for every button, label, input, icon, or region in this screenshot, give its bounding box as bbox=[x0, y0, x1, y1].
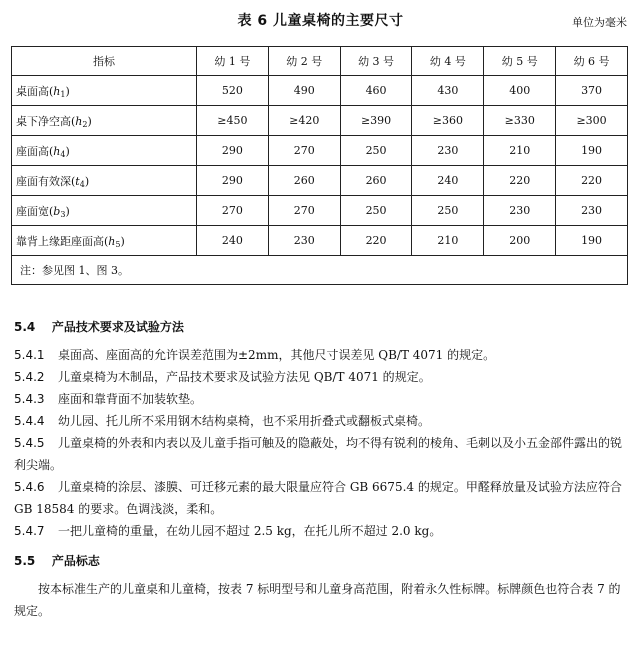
clause-text: 桌面高、座面高的允许误差范围为±2mm，其他尺寸误差见 QB/T 4071 的规定。 bbox=[58, 348, 496, 362]
header-cell: 幼 1 号 bbox=[197, 47, 269, 76]
row-symbol-subscript: 4 bbox=[79, 179, 85, 189]
row-label: 靠背上缘距座面高 bbox=[16, 234, 104, 248]
table-note-row bbox=[12, 256, 628, 285]
clause-text: 一把儿童椅的重量，在幼儿园不超过 2.5 kg，在托儿所不超过 2.0 kg。 bbox=[58, 524, 442, 538]
value-cell: ≥450 bbox=[197, 106, 269, 136]
value-cell: 230 bbox=[268, 226, 340, 256]
row-symbol-subscript: 1 bbox=[60, 89, 66, 99]
clause-text: 儿童桌椅的涂层、漆膜、可迁移元素的最大限量应符合 GB 6675.4 的规定。甲醛释放量及试验方法应符合 GB 18584 的要求。色调浅淡，柔和。 bbox=[14, 480, 622, 516]
clause-5-4-6 bbox=[14, 476, 632, 520]
clause-5-4-1 bbox=[14, 344, 632, 366]
value-cell: 250 bbox=[412, 196, 484, 226]
clause-number: 5.4.3 bbox=[14, 392, 45, 406]
clause-number: 5.4.6 bbox=[14, 480, 45, 494]
clause-number: 5.4.5 bbox=[14, 436, 45, 450]
value-cell: 190 bbox=[556, 226, 628, 256]
row-label-cell: 座面有效深(t4) bbox=[12, 166, 197, 196]
table-row bbox=[12, 106, 628, 136]
section-number: 5.4 bbox=[14, 320, 36, 334]
table-note: 注：参见图 1、图 3。 bbox=[12, 256, 628, 285]
value-cell: 220 bbox=[556, 166, 628, 196]
table-row bbox=[12, 76, 628, 106]
header-cell: 幼 2 号 bbox=[268, 47, 340, 76]
section-title: 产品技术要求及试验方法 bbox=[51, 320, 184, 334]
row-symbol: t bbox=[75, 174, 80, 188]
row-symbol: b bbox=[53, 204, 61, 218]
value-cell: 240 bbox=[197, 226, 269, 256]
clause-number: 5.4.1 bbox=[14, 348, 45, 362]
table-row bbox=[12, 196, 628, 226]
clause-5-4-2 bbox=[14, 366, 632, 388]
table-title: 表 6 儿童桌椅的主要尺寸 bbox=[237, 13, 404, 29]
value-cell: 430 bbox=[412, 76, 484, 106]
row-label: 座面有效深 bbox=[16, 174, 71, 188]
value-cell: 230 bbox=[412, 136, 484, 166]
row-symbol-subscript: 3 bbox=[60, 209, 66, 219]
table-header-row bbox=[12, 47, 628, 76]
value-cell: 460 bbox=[340, 76, 412, 106]
value-cell: 270 bbox=[197, 196, 269, 226]
table-row bbox=[12, 136, 628, 166]
row-label: 座面高 bbox=[16, 144, 49, 158]
value-cell: 400 bbox=[484, 76, 556, 106]
value-cell: 290 bbox=[197, 166, 269, 196]
clause-5-4-4 bbox=[14, 410, 632, 432]
value-cell: ≥300 bbox=[556, 106, 628, 136]
row-label-cell: 桌面高(h1) bbox=[12, 76, 197, 106]
value-cell: 290 bbox=[197, 136, 269, 166]
row-label-cell: 桌下净空高(h2) bbox=[12, 106, 197, 136]
value-cell: 520 bbox=[197, 76, 269, 106]
clause-number: 5.4.2 bbox=[14, 370, 45, 384]
row-symbol: h bbox=[53, 144, 61, 158]
value-cell: 230 bbox=[556, 196, 628, 226]
clause-number: 5.4.7 bbox=[14, 524, 45, 538]
value-cell: 270 bbox=[268, 136, 340, 166]
clause-5-4-5 bbox=[14, 432, 632, 476]
section-5-4-heading bbox=[14, 318, 184, 335]
value-cell: 250 bbox=[340, 196, 412, 226]
value-cell: 230 bbox=[484, 196, 556, 226]
clause-text: 儿童桌椅为木制品，产品技术要求及试验方法见 QB/T 4071 的规定。 bbox=[58, 370, 431, 384]
section-5-5-paragraph: 按本标准生产的儿童桌和儿童椅，按表 7 标明型号和儿童身高范围，附着永久性标牌。标牌颜色也符合表 7 的规定。 bbox=[14, 582, 621, 618]
header-cell: 幼 3 号 bbox=[340, 47, 412, 76]
value-cell: 190 bbox=[556, 136, 628, 166]
clause-text: 座面和靠背面不加装软垫。 bbox=[58, 392, 203, 406]
table-row bbox=[12, 226, 628, 256]
row-symbol: h bbox=[108, 234, 116, 248]
value-cell: ≥330 bbox=[484, 106, 556, 136]
clause-5-4-3 bbox=[14, 388, 632, 410]
row-symbol-subscript: 2 bbox=[82, 119, 88, 129]
unit-label: 单位为毫米 bbox=[572, 16, 627, 29]
value-cell: 370 bbox=[556, 76, 628, 106]
section-5-5-heading bbox=[14, 552, 100, 569]
row-label-cell: 靠背上缘距座面高(h5) bbox=[12, 226, 197, 256]
value-cell: ≥360 bbox=[412, 106, 484, 136]
value-cell: 210 bbox=[412, 226, 484, 256]
value-cell: 270 bbox=[268, 196, 340, 226]
row-label-cell: 座面宽(b3) bbox=[12, 196, 197, 226]
section-title: 产品标志 bbox=[51, 554, 100, 568]
clause-5-4-7 bbox=[14, 520, 632, 542]
header-cell: 幼 4 号 bbox=[412, 47, 484, 76]
value-cell: 200 bbox=[484, 226, 556, 256]
row-label: 桌下净空高 bbox=[16, 114, 71, 128]
value-cell: ≥420 bbox=[268, 106, 340, 136]
header-cell: 幼 6 号 bbox=[556, 47, 628, 76]
value-cell: 260 bbox=[268, 166, 340, 196]
row-label: 座面宽 bbox=[16, 204, 49, 218]
row-symbol-subscript: 5 bbox=[115, 239, 121, 249]
header-cell: 幼 5 号 bbox=[484, 47, 556, 76]
value-cell: 240 bbox=[412, 166, 484, 196]
clause-text: 幼儿园、托儿所不采用钢木结构桌椅，也不采用折叠式或翻板式桌椅。 bbox=[58, 414, 431, 428]
value-cell: ≥390 bbox=[340, 106, 412, 136]
value-cell: 250 bbox=[340, 136, 412, 166]
dimensions-table bbox=[11, 46, 628, 285]
value-cell: 220 bbox=[484, 166, 556, 196]
row-label: 桌面高 bbox=[16, 84, 49, 98]
value-cell: 260 bbox=[340, 166, 412, 196]
table-row bbox=[12, 166, 628, 196]
value-cell: 490 bbox=[268, 76, 340, 106]
header-cell: 指标 bbox=[12, 47, 197, 76]
value-cell: 220 bbox=[340, 226, 412, 256]
row-symbol-subscript: 4 bbox=[60, 149, 66, 159]
clause-number: 5.4.4 bbox=[14, 414, 45, 428]
row-label-cell: 座面高(h4) bbox=[12, 136, 197, 166]
row-symbol: h bbox=[75, 114, 83, 128]
clause-text: 儿童桌椅的外表和内表以及儿童手指可触及的隐蔽处，均不得有锐利的棱角、毛刺以及小五金部件露出的锐利尖端。 bbox=[14, 436, 623, 472]
row-symbol: h bbox=[53, 84, 61, 98]
section-number: 5.5 bbox=[14, 554, 36, 568]
value-cell: 210 bbox=[484, 136, 556, 166]
